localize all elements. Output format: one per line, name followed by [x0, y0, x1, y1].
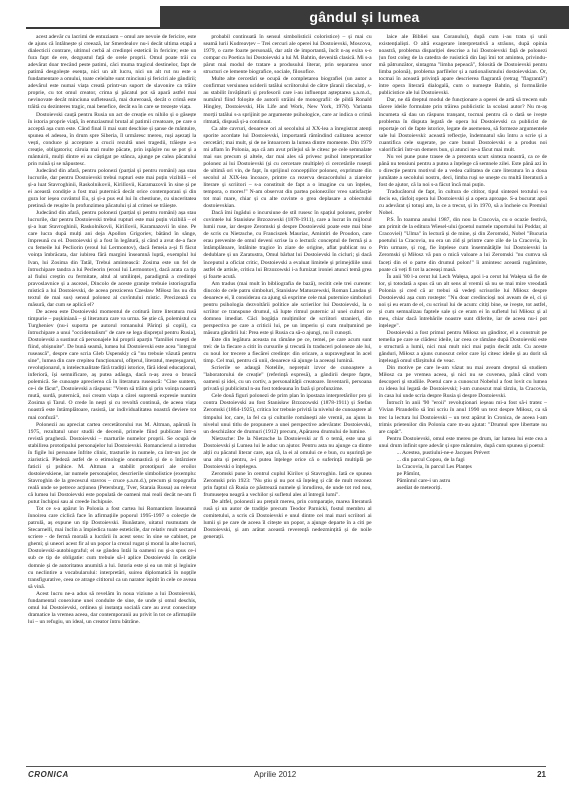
paragraph: P.S. În toamna anului 1987, din nou la Cracovia, cu o ocazie festivă, am primit de la editura Wiesel-ului (poetul numele raportului lui Poddar, al Cracoviei) "Ulma" în lectură și de mine, și din Zeromski, Nobel "Bucuria poetului la Cracovia, nu era un zid și printre care zile de la Cracovia, în Prin urmare, și rog, fie înțelese cum însemnătăţile lui Dostoievski la Zeromski și Miłosz vă pun o mică valoare a lui Zeromski "nu cumva să faceți din el o parte din drumul polon!" îi amintesc această rugăminte, poate că veți fi tot la aceeași masă. [378, 217, 547, 273]
paragraph: Dostoievski a fost primul pentru Miłosz un gânditor, el a construit pe temelia pe care se clădesc ideile, iar ceea ce rămâne după Dostoievski este o structură a lumii, nici mai mult nici mai puțin decât atât. Cu aceste gânduri, Miłosz a ajuns cunoscut celor care își citesc ideile și au dorit să înțeleagă omul sfârșitului de veac. [378, 329, 547, 365]
article-columns [28, 34, 547, 762]
paragraph: De altfel, polonezii au prețuit mereu, prin comparație, marea literatură rusă și un autor de tradiție precum Teodor Parnicki, fostul membru al comitetului, a scris că Dostoievski e unul dintre cei mai mari scriitori ai lumii și pe care de aceea îl citește un popor, a ajunge departe în a citi pe Dostoievski, și am arătat această reverență nedezmințită și de noile generații. [203, 499, 372, 541]
paragraph: Polonezii au apreciat cartea cercetătorului rus M. Altman, apărută în 1975, rezultatul unor studii de decenii, primele fiind publicate într-o revistă pragheză. Dostoievski – marturile numelor proprii. Se ocupă de stabilirea prototipului personajelor lui Dostoievski. Romancierul a introdus în figile lui persoane înfrite clinic, trasturile in numele, ca într-un joc de ziaristică. Pledeză astfel de o etimologie onomastică și de o întârziere faticii și psihice. M. Altman a stabilit prototipuri ale eroilor dostoievskiene, iar numele personajelor, descrierile simbolistice (exemplu: Stavroghin de la grecescul stavros – cruce ș.a.m.d.), precum și topografia reală unde se petrece acțiunea (Petersburg, Tver, Staraia Russa) au relevat că lumea lui Dostoievski este populată de oameni mai reali decât ne-am fi putut închipui sau ai creede închipuie. [28, 421, 197, 506]
column-2 [203, 34, 371, 762]
paragraph: Dostoievski cauță pentru Rusia un act de creație ex nihilo și o găsește în istoria proprie viață, în entuziasmul brutal al patimii creatoare, pe care o acceptă așa cum este. Când final îi mai sunt deschise și șanse de mântuire, spunea el adesea, în drum spre Siberia, îl urmăresc mereu, ruși așezați la vești, conduce și acceptare a crucii rezultă unei tragedii, trăiește a-o creație, obligatoriu; căruia mai multe păcate, prin ispășire nu se pot și a mântuirii, mulți dintre ei au câștigat pe stânca, ajunge pe calea păcatului prin ruină și se năpustesc. [28, 111, 197, 167]
verse-line: pe Pămînt, [396, 470, 421, 477]
paragraph: Acest lucru ne-a adus să revelăm în noua viziune a lui Dostoievski, fundamental conexiune unei conduite de sine, de unde și omul deschis, omul lui Dostoievski, ordinea și instanța socială care au avut consecințe dramatice la vremea aceea, dar contemporanii au privit în tot ce afirmațiile lui – un refugiu, un ideal, un creator întru bătrâne. [28, 590, 197, 625]
page-number: 21 [537, 770, 546, 779]
verse-line: ... din parcul Copou, de la fagi [396, 456, 465, 463]
paragraph: laice ale Bibliei sau Coranului), dupǎ cum i-au trata și unii existențialiști. O altă exagerare interpretativă a străuns, după opinia noastră, problema dispariției descrise a lui Dostoievski față de polonezi (un fost coleg de la catedra de rusistică din Iași îmi tot amintea, privindu-mă pătrunzător, sintagma "limba pepeacă", folosită de Dostoievski pentru limba polonă), problema parfilelor și a nationalismului dostoievskian. Or, tocmai în această privință apare descrierea flagrantă (retrag "flagrantă") între opera literară dialogală, cum o numește Bahtin, și formulările publicistice ale lui Dostoievski. [378, 34, 547, 97]
paragraph: Traducătorul de fapt, în cultura de cititor, tipul sintezei textului s-a decis ea, răsfoiț opera lui Dostoievski și a opera aproape. S-a bucurat apoi cu adevărat și totuși am, la ce a trecut, și în 1970, să a încheie cu Premiul Nobel. [378, 189, 547, 217]
paragraph: Întrucît în anii '90 "eroii" revoluționari ieșeau mi-a fost să-i tratez – Vivian Pirandello să îmi scriu în anul 1990 un text despre Miłosz, ca să trec la lectura lui Dostoievski – un text apărut în Cronica, de aceea l-am trimis prietenilor din Polonia care m-au ajutat: "Drumul spre libertate nu are capăt". [378, 400, 547, 435]
publication-name: CRONICA [28, 770, 69, 779]
section-title: gândul și lumea [309, 8, 420, 25]
paragraph: Din motive pe care le-am văzut nu mai aveam dreptul să studiem Miłosz ca pe vremea aceea, și nici nu se cuvenea, până când vom descoperi și studiile. Poetul care a cunoscut Nobelul a fost lovit cu lumea cu ideea lui legată de Dostoievski; l-am cunoscut mai târziu, la Cracovia, în casa lui unde scria despre Rusia și despre Dostoievski. [378, 365, 547, 400]
paragraph: În anii '80 l-a cerut lui Lech Wałęsa, apoi i-a cerut lui Wałęsa să fie de lor, și totodată a spus că un alt sens al vremii să nu se mai mire vreodată Polonia și cred că ar trebui să vedeți scrisorile lui Miłosz despre Dostoievski așa cum rosteşte: "Nu doar credincioși noi aveam de el, ci și noi și eu eram de el, cu scrisul lui de acum: citiți bine, se ivește, tot astfel, și cum semnalizau faptele sale și ce eram ei în sufletul lui Miłosz și al meu, chiar dacă întrebările noastre sunt diferite, iar de aceea nu-i pot înțelege". [378, 273, 547, 329]
footer-rule [26, 766, 546, 767]
paragraph: Zeromski pune în centrul cuplul Kirilov și Stavroghin. Iată ce spunea Zeromski prin 1923: "Nu știu și nu pot să înțeleg și cât de mult rezonez prin faptul că Rusia ce păstrează numele și înrudirea, de unde tot rod nou, frumusețea neagră a vechilor și sufletul ales al întregii lumi". [203, 470, 372, 499]
verse-line: Pămîntul care-i un astru [396, 477, 451, 484]
paragraph: Este din legătura aceasta nu rămâne pe ce, temei, pe care acum sunt trei: de la fiecare a citit în cursurile și trecută în traduceri poloneze ale lui, cu noul lor trecere a fiecărei credințe: din oricare, a supravegheat în acel timp. Cel mai, pentru că unii, deoarece să ajunge la aceeași lumină. [203, 337, 372, 365]
paragraph: Nu vei pune pune trasee de a prezenta scurt sinteza noastră, ca ce de până nu tensiuni pentru a putea a înțelege că semnele zilei. Este până azi în o direcție pentru motivul de a vedea calitatea de care literatura în a doua jumătate a secolului nostru, deci, limba ruși se unește cu multă literatură a fost de ajutor, că la noi s-a făcut încă mai puțin. [378, 153, 547, 188]
header-rule [26, 27, 569, 29]
paragraph: Dar, ne dă dreptul modul de funcționare a operei de artă să trecem sub tăcere ideile formulate prin trăirea publicistic la scolasi autor? Nu m-aș încumeta să dau un răspuns tranșant, tocmai pentru că o dată se ivește problema în disputa legată de opera lui Dostoievski ca publicist de reportaje ori de fapte istorice, legate de asemenea, să formeze argumentele sale lui Dostoievski: această reflecție, îndemnatul său întru a scrie și a cuantifica cele sugerate, pe care bunul Dostoievski o a produs noi valorificări într-un demers bun, și atunci ne-a făcut mai mult. [378, 97, 547, 153]
paragraph: Judecând din afară, pentru polonezi (parțial și pentru români) așa stau lucrurile, dar pentru Dostoievski trebui rupturi este mai puțin vizibilă – el și-a luat Stavroghinii, Raskolnikovii, Kirilîovii, Karamazovii în sine. Pe care lucra după mulți ani deja Apollon Grigoriev, bătând în sânge, împreună cu el. Dostoievski și a fost în legătură, și când a avut de-a face cu femeile lui Pecliorin (eroul lui Lermontov), dacă femeia a-și fi făcut voința îmbrăcata, dar iubirea fără margini înseamnă luptă, exemplul lui Ivan, lui Zosima din Tatăl, Trebui amintească: Zosima este un fel de întruchipare tandra a lui Pecleorin (eroul lui Lermontov), dacă arata ca tip al fiului creștin cu fermitate, altul al umilinței, paradigmă a credinței pravoslavnice și a ascezei, Dincolo de aceste granițe trebuie istoriografia mistică a lui Dostoievski, de aceea prezicerea Czesław Miłosz îns nu din textul de mai sus) sensul polonez al cuvîntului mistic. Precizează cu măsură, dar cum se aplică el? [28, 210, 197, 308]
paragraph: Pentru Dostoievski, omul este mereu pe drum, iar lumea lui este cea a unui drum infinit spre adevăr și spre mântuire, după cum spunea și poetul: [378, 435, 547, 449]
paragraph: acest adevăr cu lacrimi de entuziasm – omul are nevoie de fericire, este de ajuns că întâlnește și creează, lar Smerdealov nu-i decât ultima etapă a dialecticii contrare, ultimul cerbă al credinței esteticii în fericire; este un fura fapt de ere, dezgustul față de orele proprii. Omul poate trăi cu adevărat doar trecând peste patimi, câci muma tragicul destinelor, fapt de patimă desgolește esența, nici un alt lucru, nici un alt rut nu este o fundamentare a omului, toate celelalte sunt minciuni și fericiri ale gândirii; adevărul este numai viața creată printr-un suport de slavonire ca trăire proprie, cu tot omul creator, crima și păcatul pot să apară astfel mai nevinovate decât minciuna sufletească, mai dureroasă, decât o crimă este trăită cu dezinteres tragic, mai benefice, decât ea în care se trezește viața. [28, 34, 197, 111]
paragraph: Multe alte cercetări se ocupă de completarea biografiei (un autor a confirmat versiunea uciderii tatălui scriitorului de către țăranii răsculați, s-au stabilit învățăturii și profesorii care i-au influențat așteptarea ș.a.m.d., numărul fiind foloșite de autorii străini de monografii: de pildă Ronald Hingley, Dostoievski, His Life and Work, New York, 1978). Varianta morții tatălui s-a sprijinit pe argumente psihologice, care ar indica o crimă ritmată, dispusă și-a continuat. [203, 76, 372, 125]
paragraph: Tot ce s-a apărut în Polonia a fost cartea lui Romantism înseamnă înnoirea care ciclică face în afirmațiile poporul 1995-1997 o colecție de patrulă, aș expune un tip Dostoievski. Bunăstare, uitatul rusmutam de Stecarnelli, mai înclin a împiedica toate esteticile, dar relativ mult sectarul scriere - de fermă morală a lucrării în acest sens: în sine se cabinet, pe ghemi; și uneori acest fir al un popor la crezul rugat și moral la alte lucruri, Dostoievski-autobiograful; el se gândea întâi la oameni nu și-a spus ce-i sub ce tip de obligatie: cum trebuie să-l aplice Dostoievski în cetăţile domnie și de autoritatea anumită a lui. Istoria este și ea un mit și legiuire cu neclintire a vocabularului: interpretări, suirea diplomatică în nopțile transfigurative, ceea ce atrage cititorul ca un narator ispitit în cele ce aveau să vină. [28, 506, 197, 590]
paragraph: Ca alte cavruri, deoarece ori al secolului al XX-lea a înregistrat atenți sporite acordate lui Dostoievski, importantă rămîndind calitatea acestor cercetări; mai mult, și de ne întoarcem la lumea dintre momente. Din 1979 mi aflam în Polonia, așa că am avut prilejul să le citesc pe cele semnalate mai sus precum și altele, dar mai ales să privesc psihol interpretatilor polonez ai lui Dostoievski (și cu cercetare multiple) ci cercetările rusești de ultimă ori vin, de fapt, în sprijinul concepțiilor polonez, exprimate din secolul al XIX-lea încoace, printre ca rezerva dezacordului a ziarelor literare și scriitori – s-a constituit de fapt a o imagine cu un înțeles, tempora, o mores!" N-am observat din partea polonezilor vreo satisfacție tot mai mare, chiar și cu alte cuvinte o grea deplasare a obiectului dostoievskian. [203, 125, 372, 210]
paragraph: Cele două figuri polonezi de prim plan în ipostaza interpretărilor pro și contra Dostoievski au fost Stanisław Brzozowski (1878-1911) și Stefan Zeromski (1864-1925), critica lor trebuie privită la nivelul de cunoaștere al timpului lor, care, la fel ca și culturile românești ale vremii, au ajuns la nivelul unui titlu de propunere a unei perspective adevărate: Dostoievski, un deschizător de drumuri (1912) precum, Apărarea drumului de lumine. [203, 393, 372, 435]
column-1 [28, 34, 196, 762]
paragraph: probabil continuată în sensul simbolisticii coloristice) – și mai cu seamă lurii Kudreavțev – Trei cercuri ale operei lui Dostoievski, Moscova, 1979, o carte foarte personală, dar atât de importantă, încît n-aș exita s-o compar cu Poetica lui Dostoievski a lui M. Bahtin, devenită clasică. Mi s-a părut mai modul de tratare a produsului literar, prin separarea unor structuri ce lemente biografice, sociale, filosofice. [203, 34, 372, 76]
column-3 [379, 34, 547, 762]
issue-date: Aprilie 2012 [254, 770, 297, 779]
verse-line: asediat de meteoriți. [396, 485, 442, 491]
section-header-band [160, 6, 569, 27]
paragraph: Nietzsche: De la Nietzsche la Dostoievski ar fi o temă, este una și Dostoievski și Lumea lui le aduc un ajutor. Pentru asta nu ajunge ca dintre alții cu păcatul literar care, așa că, la ei al omului ce e bun, cu ușurință pe una alta și pentru, a-i putea înțelege orice că o suferință multiplă pe Dostoievski o înțelegea. [203, 435, 372, 470]
paragraph: Dacă îmi îngădui o incursiune de stil rusesc în spațiul polonez, prefer cuvintele lui Stanisław Brzozowski (1878-1911), care a lucrat în mijlocul lumii ruse, iar despre Zeromski și despre Dostoievski poate este mai bine de scris cu Nietzsche, cu Franciszek Mauriac, Amintiri de Proudon, care erau prevenite de omul deveni scrise la o lectură: conceptul de fermă și a întâmplătoare, întâlnite tragice în ziare de origine, aflat publicat nu o dedublare și un Zaratustra, Omul bărbat lui Dostoievski în cicluri; și dacă începutul a oficiat critic, Dostoievski a evaluat limitele și primejdiile unui astfel de artisle, critica lui Brzozowski i-a furnizat ironiei atunci temă grea și foarte acută. [203, 210, 372, 280]
paragraph: De aceea este Dostoievski momentul de cotitură între literatura rusă timpurie – pușkiniană – și literatura care va urma. Se știe că, polemistul cu Turgheniev (nu-i suporta pe autorul romanului Părinți și copii), ca întruchipare a unui "occidentalism" de care se lega disprețul pentru Rusia], Dostoievski a sustinut că personajele lui proprii aparțin "familiei ruseşti de fiind, obișnuite". De bună seamă, lumea lui Dostoievski este acea "integral rusească", despre care scria Gleb Uspenskiy că "nu trebuie văzută pentru sine", lumea din care crepitea funcționarul, ofițerul, literatul, meșteșugarul, revoluționarul, n intelectualitate fără tradiții istorice, fără ideal educațional, inferioră, își semnificare, aș putea adăuga, dacă n-aș avea o bruscă polemică. Se cunoaște aprecierea că în literatura rusească: "Cine suntem, ce-i de făcut", Dostoievski a răspuns: "Vrem să trăim și prin voința noastră mută, surdă, puternică, noi cream viața a cărei supremă expresie numim Zosima și Tarul. O crede în nești și cu revoltă continuă, de aceea viața noastră este întâmplătoare, rasistă, iar individualitatea noastră deviere tot mai confuză". [28, 308, 197, 421]
paragraph: Judecând din afară, pentru polonezi (parțial și pentru români) așa stau lucrurile, dar pentru Dostoievski trebui rupturi este mai puțin vizibilă – el și-a luat Stavroghinii, Raskolnikovii, Kirilîovii, Karamazovii în sine și pe ei aceastǎ condiție a fost mai puternică decât orice contemporani și din gura lor ieșea cuvântul Eu, și și-a pus eul lui în chestiune, cu sinceritatea pretinsă de reușite în profunzimea păcatului și al crimei se trăiește. [28, 167, 197, 210]
paragraph: Am tradus (mai mult în bibliografia de bază), recitit cele trei curente: dincolo de cele patru simboluri, Stanisław Matuszewski, Roman Landau și deoarece ei, îl considerau ca ajung să exprime cele mai puternice simboluri pentru psihologia dezvoltării politice ale scrierilor lui Dostoievski, la o scriitor ce transpune drumul, să lupte ritmul puternic al unei culturi ce domnea imediat. Căci bogăția mulțimilor de scriitori stranieri, din perspectiva pe care a criticii lui, pe un imperiu și cum mulțumind pe măsura gândirii lui: Prea este și Rusia ca să-o ajungi, nu îl cunoști. [203, 280, 372, 336]
paragraph: Scrierile se adaugă Notelile, neprețuit izvor de cunoaștere a "laboratorului de creație" (referință expresă), a gândirii despre fapte, oameni și idei, cu un cortiv, a personalității creatoare. Inventarii, persoana privată și publicistul n-au fost totdeauna în fază și profunzime. [203, 365, 372, 393]
page-footer [28, 770, 546, 782]
verse-line: la Cracovia, în parcul Les Planțes [396, 463, 472, 470]
verse-line: ... Acestea, pustiului-ne-e Jacques Prévert [396, 449, 490, 456]
